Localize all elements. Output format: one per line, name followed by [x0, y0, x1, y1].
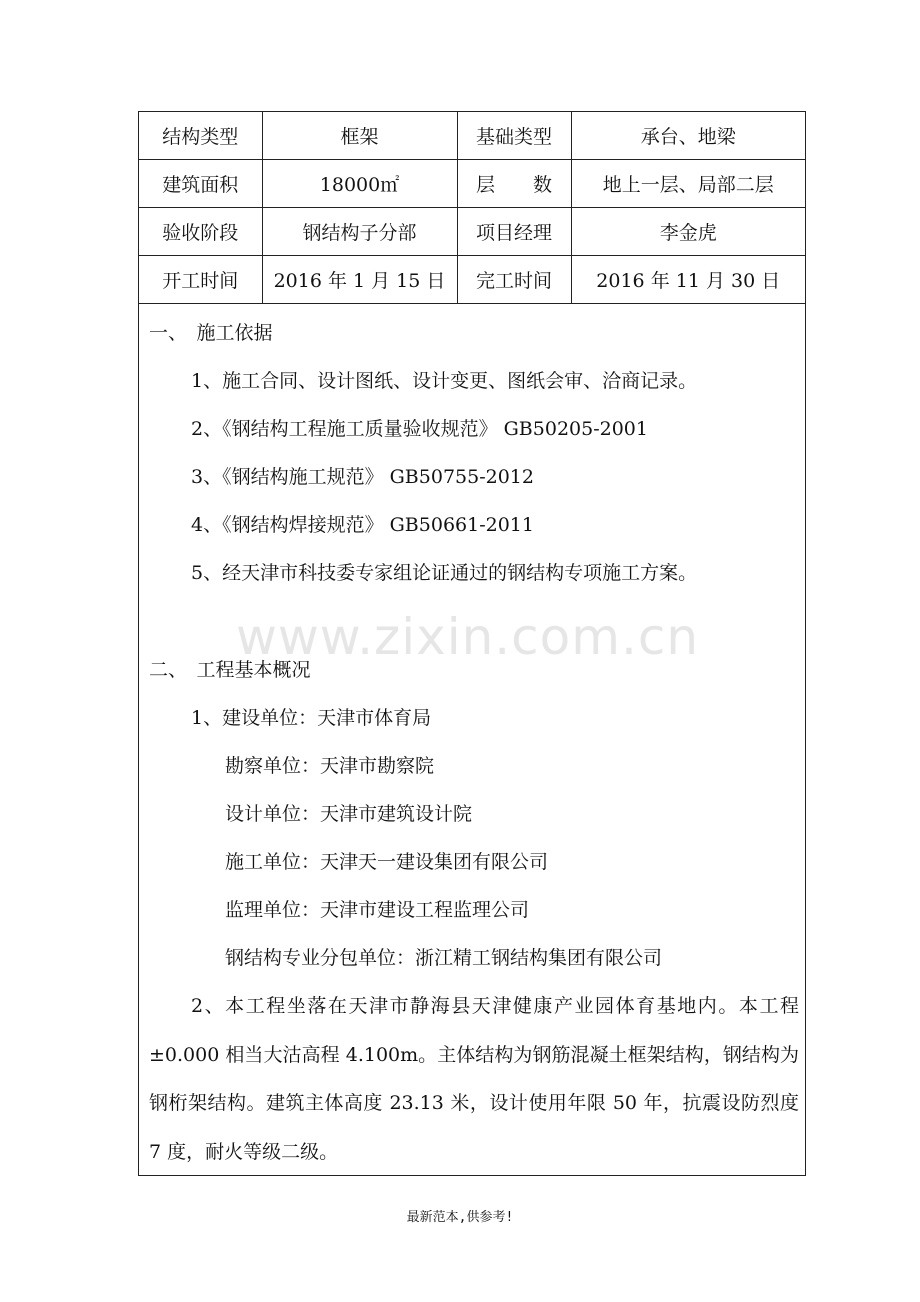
table-cell: 地上一层、局部二层: [571, 160, 805, 208]
table-cell: 验收阶段: [139, 208, 262, 256]
list-item: 监理单位：天津市建设工程监理公司: [225, 899, 530, 921]
table-cell: 完工时间: [457, 256, 571, 304]
list-item: 钢结构专业分包单位：浙江精工钢结构集团有限公司: [225, 947, 663, 969]
table-cell: 2016 年 11 月 30 日: [571, 256, 805, 304]
list-item: 勘察单位：天津市勘察院: [225, 755, 435, 777]
table-cell: 结构类型: [139, 112, 262, 160]
table-cell: 开工时间: [139, 256, 262, 304]
list-item: 2、《钢结构工程施工质量验收规范》 GB50205-2001: [191, 418, 648, 440]
list-item: 1、施工合同、设计图纸、设计变更、图纸会审、洽商记录。: [191, 370, 698, 392]
list-item: 4、《钢结构焊接规范》 GB50661-2011: [191, 514, 534, 536]
page-footer: 最新范本,供参考!: [406, 1210, 514, 1225]
watermark: www.zixin.com.cn: [236, 608, 700, 666]
project-info-table: [139, 112, 805, 304]
table-row: [139, 112, 805, 160]
table-cell: 框架: [262, 112, 457, 160]
list-item: 施工单位：天津天一建设集团有限公司: [225, 851, 549, 873]
list-item: 5、经天津市科技委专家组论证通过的钢结构专项施工方案。: [191, 562, 698, 584]
section-heading: 二、 工程基本概况: [149, 659, 311, 681]
table-cell: 钢结构子分部: [262, 208, 457, 256]
table-cell: 基础类型: [457, 112, 571, 160]
table-row: [139, 256, 805, 304]
table-cell: 李金虎: [571, 208, 805, 256]
table-cell: 2016 年 1 月 15 日: [262, 256, 457, 304]
table-cell: 项目经理: [457, 208, 571, 256]
table-cell: 建筑面积: [139, 160, 262, 208]
table-cell: 承台、地梁: [571, 112, 805, 160]
table-cell: 层 数: [457, 160, 571, 208]
table-cell: 18000㎡: [262, 160, 457, 208]
section-heading: 一、 施工依据: [149, 322, 273, 344]
overview-paragraph: 2、本工程坐落在天津市静海县天津健康产业园体育基地内。本工程±0.000 相当大沽高程 4.100m。主体结构为钢筋混凝土框架结构，钢结构为钢桁架结构。建筑主体高度 23.13 米，设计使用年限 50 年，抗震设防烈度 7 度，耐火等级二级。: [149, 995, 799, 1163]
table-row: [139, 208, 805, 256]
list-item: 设计单位：天津市建筑设计院: [225, 803, 473, 825]
list-item: 1、建设单位：天津市体育局: [191, 707, 432, 729]
list-item: 3、《钢结构施工规范》 GB50755-2012: [191, 466, 534, 488]
table-row: [139, 160, 805, 208]
